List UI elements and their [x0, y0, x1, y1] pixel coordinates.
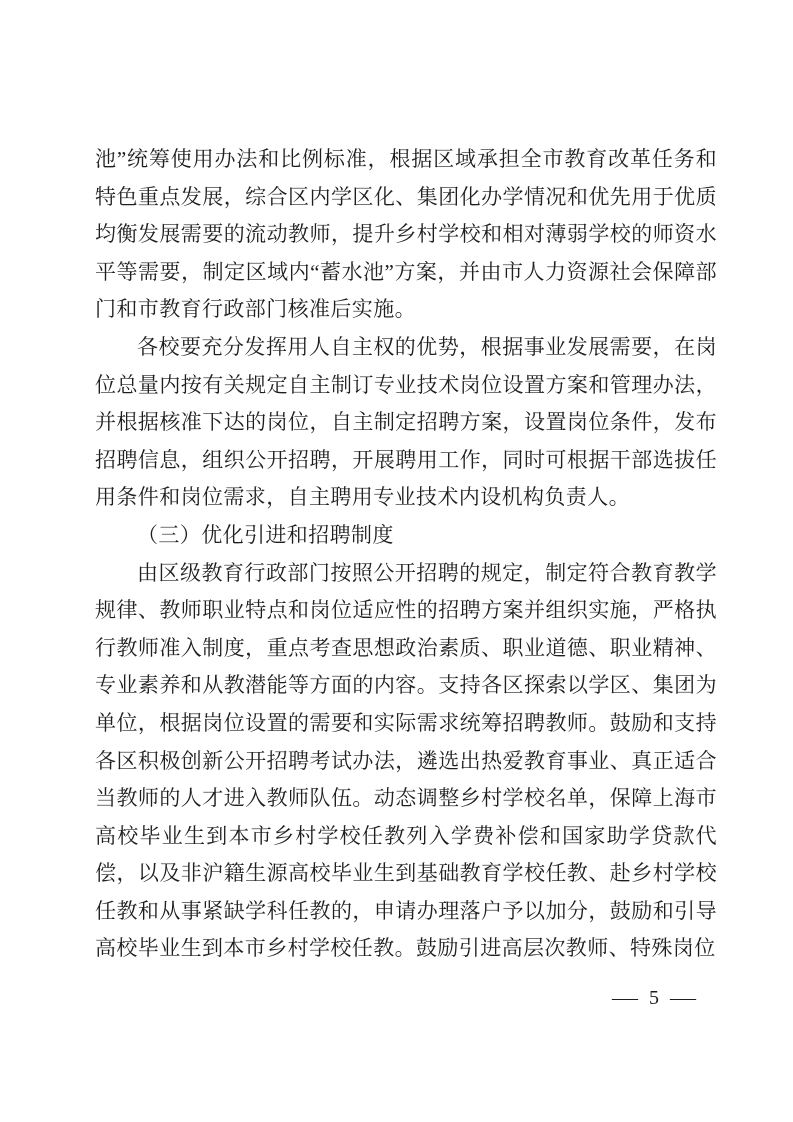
body-paragraph: 由区级教育行政部门按照公开招聘的规定，制定符合教育教学规律、教师职业特点和岗位适应性的招聘方案并组织实施，严格执行教师准入制度，重点考查思想政治素质、职业道德、职业精神、专业素养和从教潜能等方面的内容。支持各区探索以学区、集团为单位，根据岗位设置的需要和实际需求统筹招聘教师。鼓励和支持各区积极创新公开招聘考试办法，遴选出热爱教育事业、真正适合当教师的人才进入教师队伍。动态调整乡村学校名单，保障上海市高校毕业生到本市乡村学校任教列入学费补偿和国家助学贷款代偿，以及非沪籍生源高校毕业生到基础教育学校任教、赴乡村学校任教和从事紧缺学科任教的，申请办理落户予以加分，鼓励和引导高校毕业生到本市乡村学校任教。鼓励引进高层次教师、特殊岗位: [95, 560, 717, 961]
footer-right-dash: —: [670, 987, 696, 1009]
text-block: [95, 141, 717, 968]
page-footer: [612, 986, 696, 1010]
body-paragraph-continuation: 池”统筹使用办法和比例标准，根据区域承担全市教育改革任务和特色重点发展，综合区内学区化、集团化办学情况和优先用于优质均衡发展需要的流动教师，提升乡村学校和相对薄弱学校的师资水平等需要，制定区域内“蓄水池”方案，并由市人力资源社会保障部门和市教育行政部门核准后实施。: [95, 147, 717, 322]
footer-left-dash: —: [612, 987, 638, 1009]
body-paragraph: 各校要充分发挥用人自主权的优势，根据事业发展需要，在岗位总量内按有关规定自主制订专业技术岗位设置方案和管理办法，并根据核准下达的岗位，自主制定招聘方案，设置岗位条件，发布招聘信息，组织公开招聘，开展聘用工作，同时可根据干部选拔任用条件和岗位需求，自主聘用专业技术内设机构负责人。: [95, 334, 717, 510]
page-number: 5: [649, 987, 659, 1009]
section-heading: （三）优化引进和招聘制度: [137, 522, 394, 547]
